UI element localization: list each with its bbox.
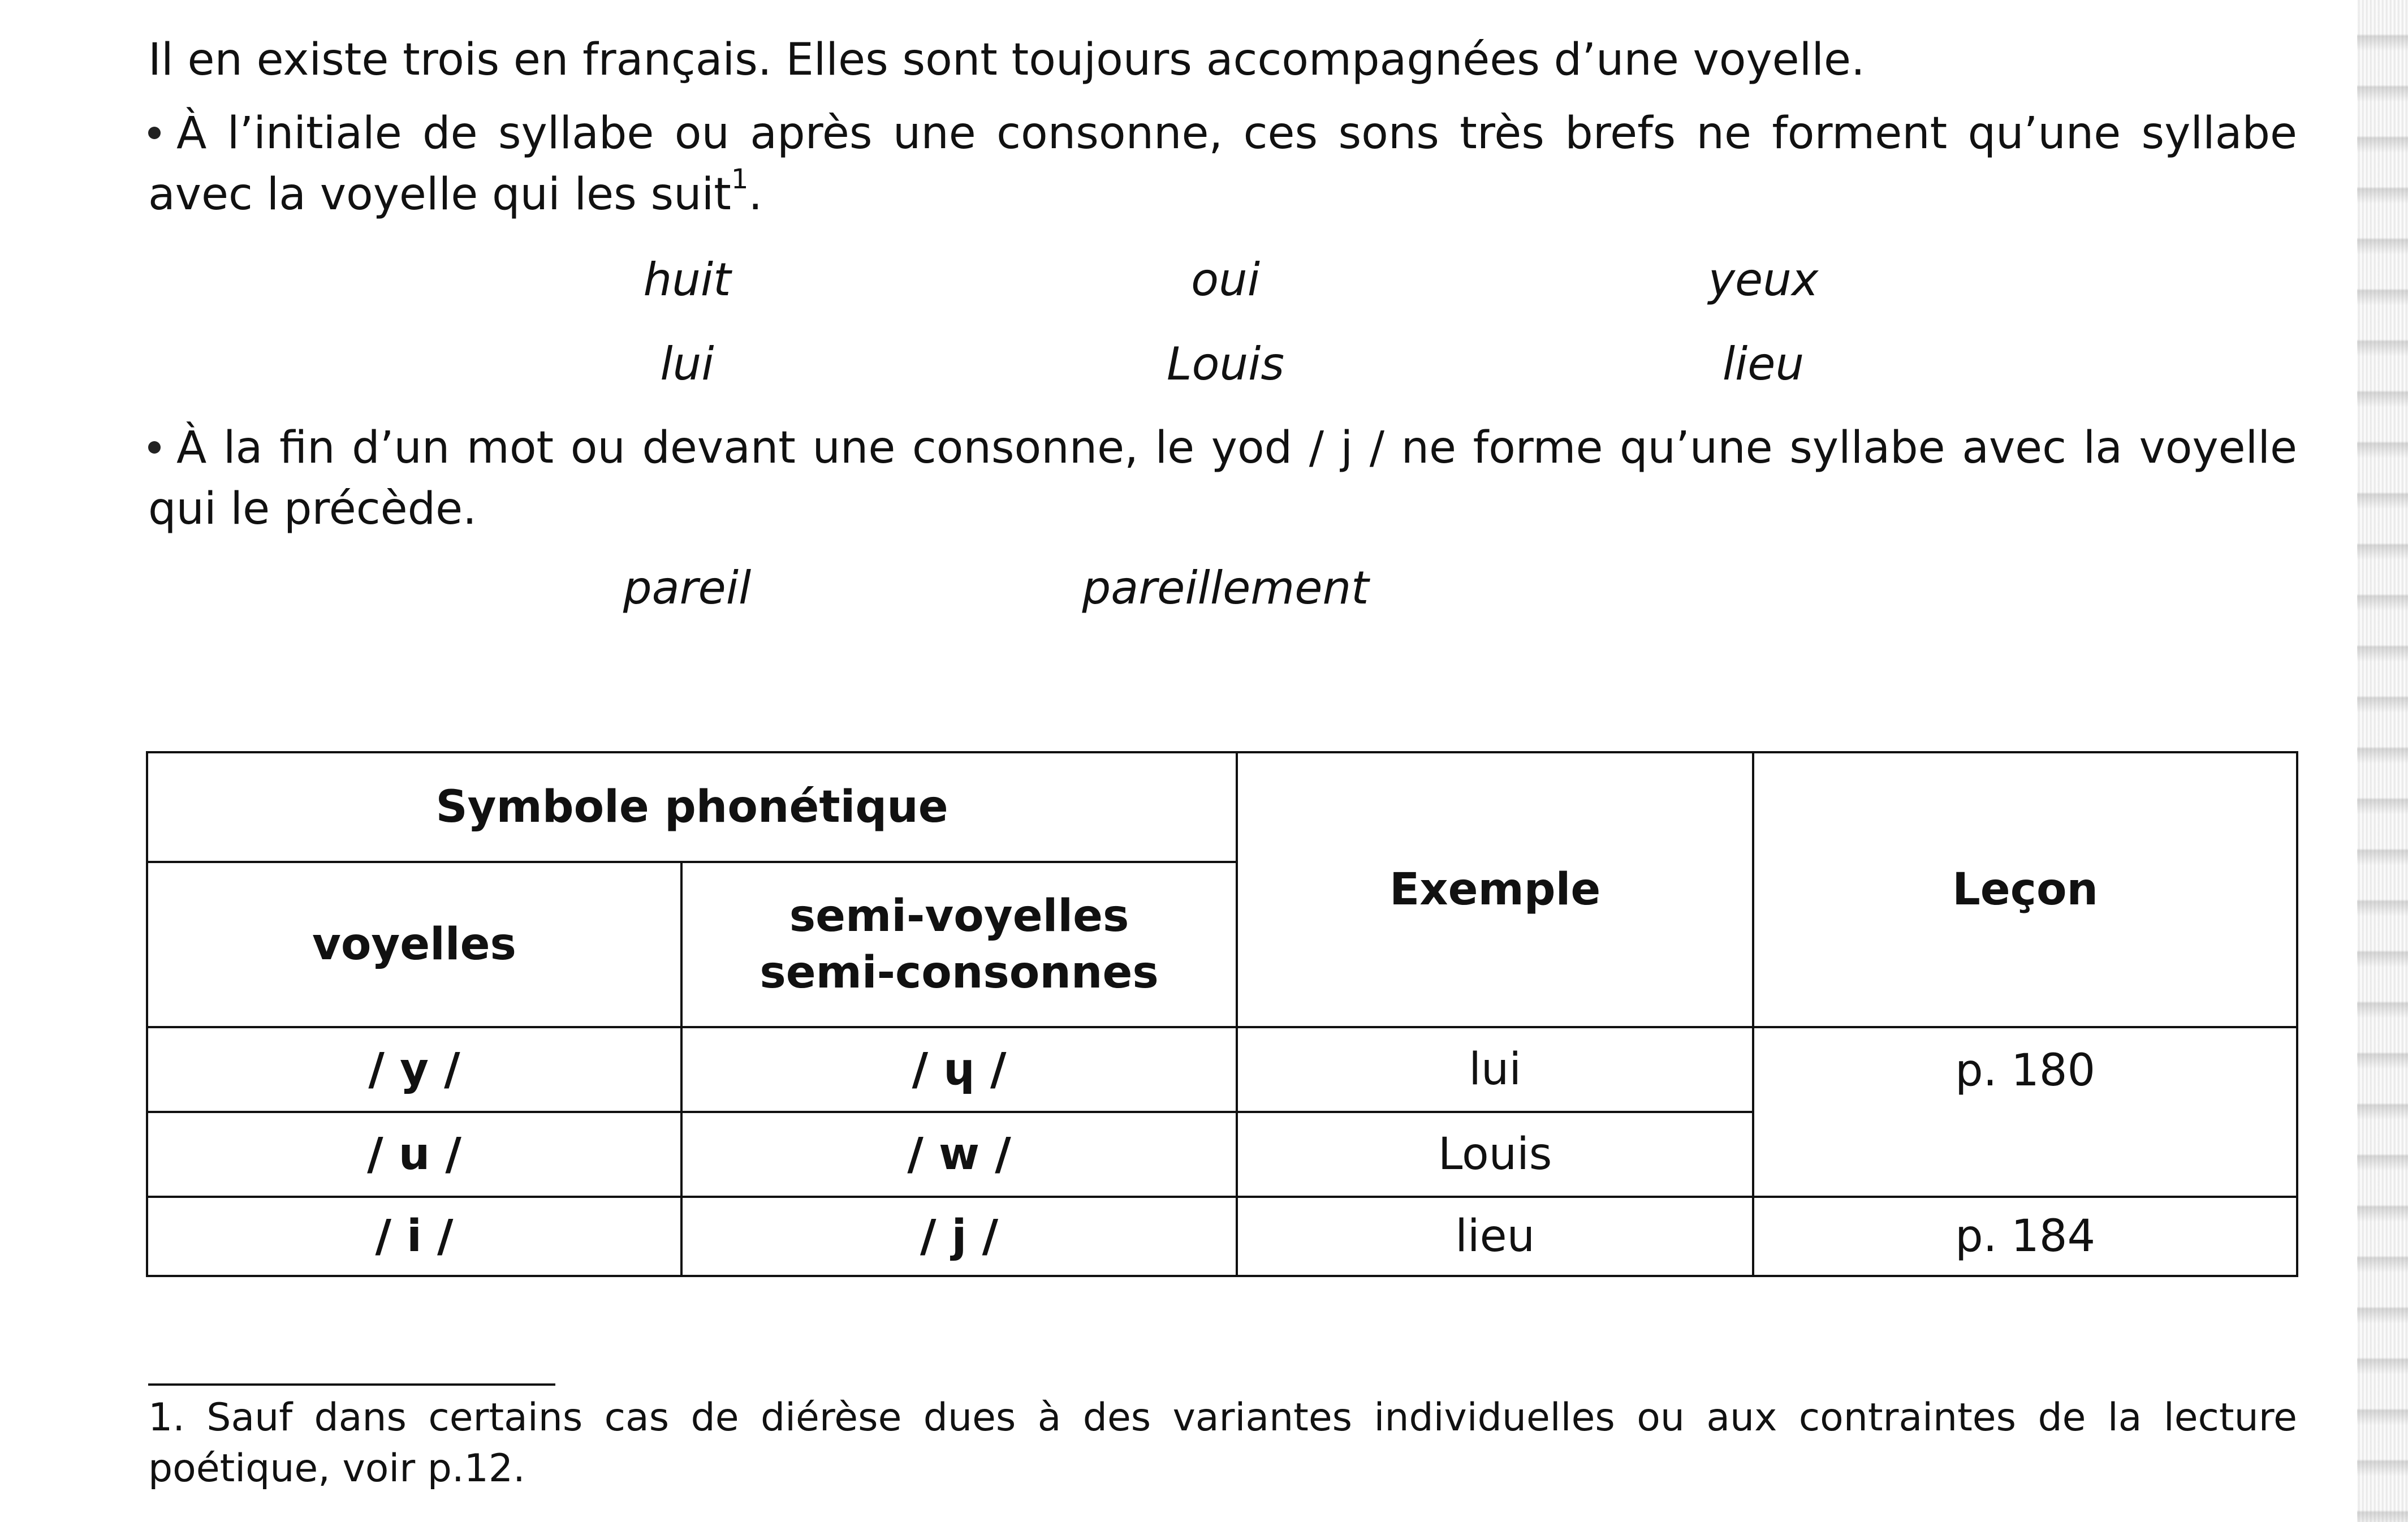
example-word: lui bbox=[660, 338, 714, 390]
bullet-2-text: À la fin d’un mot ou devant une consonne, le yod / j / ne forme qu’une syllabe avec la voyelle qui le précède. bbox=[148, 422, 2297, 534]
cell-semi: / ɥ / bbox=[681, 1027, 1237, 1112]
bullet-icon bbox=[148, 441, 161, 454]
example-word: yeux bbox=[1708, 253, 1819, 306]
phonetic-table bbox=[146, 751, 2298, 1277]
header-semi-vowels bbox=[681, 862, 1237, 1027]
table-row bbox=[147, 1027, 2297, 1112]
bullet-1-text: À l’initiale de syllabe ou après une consonne, ces sons très brefs ne forment qu’une syllabe avec la voyelle qui les suit bbox=[148, 108, 2297, 220]
header-symbol-group: Symbole phonétique bbox=[147, 752, 1237, 862]
example-word: lieu bbox=[1722, 338, 1805, 390]
example-word: huit bbox=[643, 253, 731, 306]
header-semi-line2: semi-consonnes bbox=[759, 947, 1159, 998]
page-body bbox=[148, 23, 2297, 225]
bullet-icon bbox=[148, 127, 161, 139]
footnote-ref: 1 bbox=[731, 163, 749, 195]
bullet-paragraph-2 bbox=[148, 417, 2297, 540]
footnote: 1. Sauf dans certains cas de diérèse dues à des variantes individuelles ou aux contraintes de la lecture poétique, voir p.12. bbox=[148, 1395, 2297, 1491]
cell-example: Louis bbox=[1237, 1112, 1753, 1197]
bullet-paragraph-1 bbox=[148, 103, 2297, 225]
header-lesson: Leçon bbox=[1753, 752, 2297, 1027]
cell-vowel: / i / bbox=[147, 1197, 681, 1276]
header-semi-line1: semi-voyelles bbox=[789, 891, 1129, 942]
bullet-1-end: . bbox=[748, 169, 763, 220]
example-word: Louis bbox=[1166, 338, 1285, 390]
cell-semi: / j / bbox=[681, 1197, 1237, 1276]
scan-edge-noise bbox=[2357, 0, 2408, 1522]
cell-lesson: p. 180 bbox=[1753, 1027, 2297, 1197]
cell-example: lieu bbox=[1237, 1197, 1753, 1276]
cell-vowel: / u / bbox=[147, 1112, 681, 1197]
cell-vowel: / y / bbox=[147, 1027, 681, 1112]
example-word: pareil bbox=[623, 562, 752, 614]
cell-lesson: p. 184 bbox=[1753, 1197, 2297, 1276]
table-row bbox=[147, 1197, 2297, 1276]
example-word: oui bbox=[1191, 253, 1260, 306]
example-word: pareillement bbox=[1082, 562, 1369, 614]
intro-paragraph: Il en existe trois en français. Elles sont toujours accompagnées d’une voyelle. bbox=[148, 35, 1865, 85]
header-vowels: voyelles bbox=[147, 862, 681, 1027]
cell-semi: / w / bbox=[681, 1112, 1237, 1197]
header-example: Exemple bbox=[1237, 752, 1753, 1027]
cell-example: lui bbox=[1237, 1027, 1753, 1112]
footnote-divider bbox=[148, 1383, 555, 1386]
